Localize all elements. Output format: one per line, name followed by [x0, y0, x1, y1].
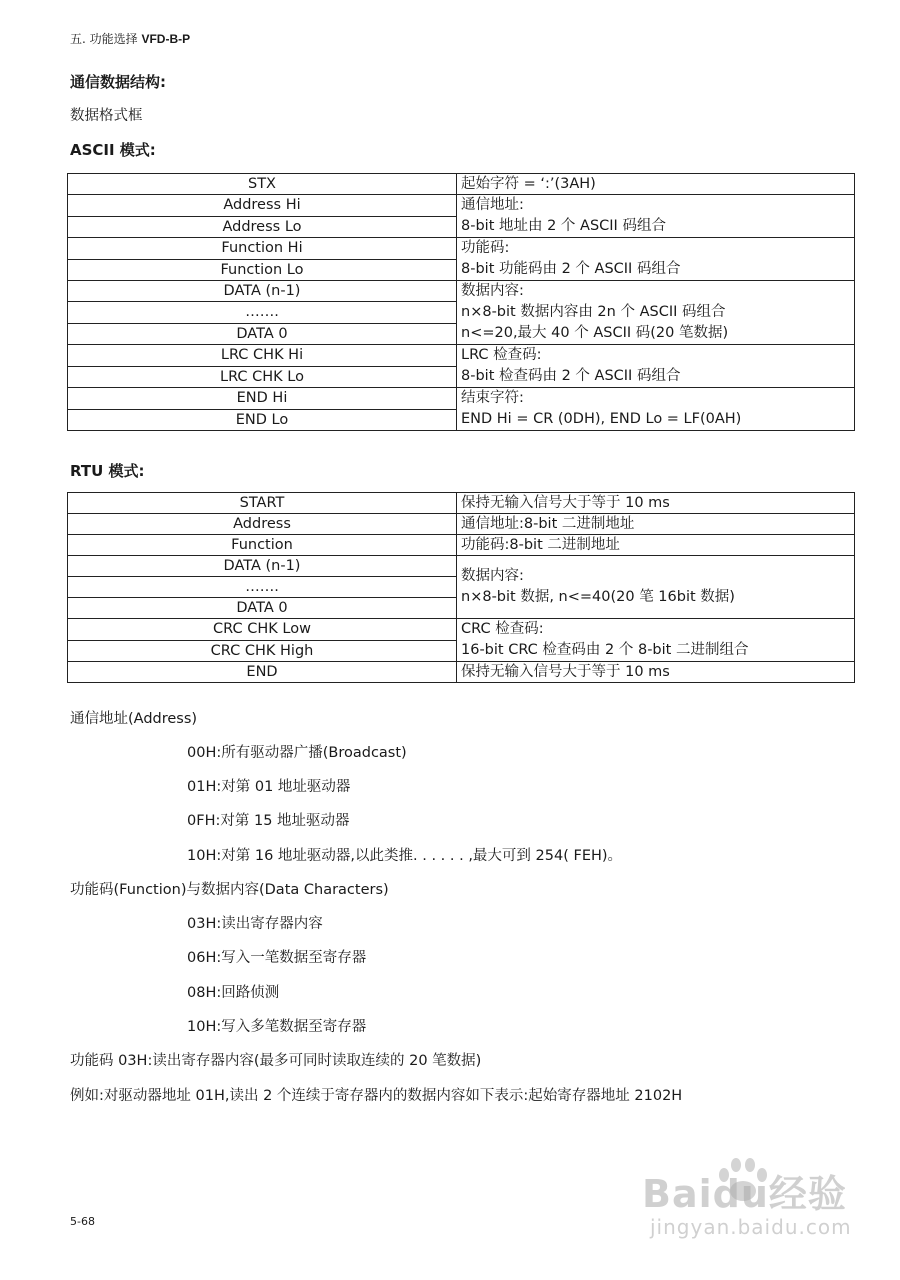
table-row	[68, 619, 855, 641]
rtu-frame-table	[67, 492, 855, 683]
table-cell: Address Hi	[68, 195, 457, 217]
table-cell: …….	[68, 302, 457, 323]
watermark-main: Baidu经验	[642, 1172, 847, 1216]
cell-line: 通信地址:	[461, 197, 524, 213]
baidu-watermark	[642, 1155, 852, 1255]
table-cell: CRC CHK Low	[68, 619, 457, 641]
header-section: 五. 功能选择	[70, 32, 142, 46]
cell-line: 功能码:	[461, 240, 510, 256]
cell-line: 16-bit CRC 检查码由 2 个 8-bit 二进制组合	[461, 642, 749, 658]
table-cell: LRC CHK Hi	[68, 345, 457, 367]
table-row	[68, 662, 855, 683]
function-item: 08H:回路侦测	[187, 985, 280, 1001]
table-cell	[457, 619, 855, 662]
table-row	[68, 388, 855, 410]
table-cell: END	[68, 662, 457, 683]
table-cell: 通信地址:8-bit 二进制地址	[457, 514, 855, 535]
table-cell: START	[68, 493, 457, 514]
table-cell: END Hi	[68, 388, 457, 410]
ascii-mode-label: ASCII 模式:	[70, 141, 156, 159]
function-item: 03H:读出寄存器内容	[187, 916, 323, 932]
table-row	[68, 174, 855, 195]
table-cell: Function Hi	[68, 238, 457, 260]
address-item: 10H:对第 16 地址驱动器,以此类推. . . . . . ,最大可到 254( FEH)。	[187, 848, 623, 864]
table-cell: CRC CHK High	[68, 640, 457, 662]
cell-line: 结束字符:	[461, 390, 524, 406]
table-cell: Address	[68, 514, 457, 535]
rtu-mode-label: RTU 模式:	[70, 462, 145, 480]
table-row	[68, 281, 855, 302]
function-item: 06H:写入一笔数据至寄存器	[187, 950, 367, 966]
table-row	[68, 195, 855, 217]
table-cell: Address Lo	[68, 216, 457, 238]
table-cell: DATA 0	[68, 598, 457, 619]
header-model: VFD-B-P	[141, 32, 191, 46]
cell-line: n<=20,最大 40 个 ASCII 码(20 笔数据)	[461, 325, 729, 341]
cell-line: CRC 检查码:	[461, 621, 544, 637]
cell-line: 数据内容:	[461, 283, 524, 299]
address-title: 通信地址(Address)	[70, 711, 198, 727]
function-title: 功能码(Function)与数据内容(Data Characters)	[70, 882, 389, 898]
section-subtitle: 数据格式框	[70, 108, 143, 124]
address-item: 00H:所有驱动器广播(Broadcast)	[187, 745, 407, 761]
function-03h-paragraph: 功能码 03H:读出寄存器内容(最多可同时读取连续的 20 笔数据)	[70, 1053, 482, 1069]
table-cell	[457, 556, 855, 619]
table-cell: Function	[68, 535, 457, 556]
cell-line: END Hi = CR (0DH), END Lo = LF(0AH)	[461, 411, 742, 427]
section-title: 通信数据结构:	[70, 73, 166, 91]
table-row	[68, 535, 855, 556]
cell-line: LRC 检查码:	[461, 347, 542, 363]
table-cell: DATA (n-1)	[68, 281, 457, 302]
example-paragraph: 例如:对驱动器地址 01H,读出 2 个连续于寄存器内的数据内容如下表示:起始寄存器地址 2102H	[70, 1088, 683, 1104]
table-cell: DATA (n-1)	[68, 556, 457, 577]
function-item: 10H:写入多笔数据至寄存器	[187, 1019, 367, 1035]
table-cell	[457, 281, 855, 345]
table-cell: …….	[68, 577, 457, 598]
cell-line: 8-bit 功能码由 2 个 ASCII 码组合	[461, 261, 681, 277]
table-cell: LRC CHK Lo	[68, 366, 457, 388]
cell-line: 8-bit 地址由 2 个 ASCII 码组合	[461, 218, 666, 234]
cell-line: 数据内容:	[461, 568, 524, 584]
table-cell: END Lo	[68, 409, 457, 431]
table-cell: 起始字符 = ‘:’(3AH)	[457, 174, 855, 195]
table-cell: DATA 0	[68, 323, 457, 344]
table-cell: 功能码:8-bit 二进制地址	[457, 535, 855, 556]
address-item: 0FH:对第 15 地址驱动器	[187, 813, 350, 829]
table-cell	[457, 345, 855, 388]
cell-line: 8-bit 检查码由 2 个 ASCII 码组合	[461, 368, 681, 384]
watermark-sub: jingyan.baidu.com	[650, 1215, 852, 1239]
cell-line: n×8-bit 数据内容由 2n 个 ASCII 码组合	[461, 304, 726, 320]
page-number: 5-68	[70, 1215, 95, 1228]
table-cell: Function Lo	[68, 259, 457, 281]
table-row	[68, 493, 855, 514]
cell-line: n×8-bit 数据, n<=40(20 笔 16bit 数据)	[461, 589, 735, 605]
table-cell	[457, 195, 855, 238]
address-item: 01H:对第 01 地址驱动器	[187, 779, 351, 795]
table-cell: STX	[68, 174, 457, 195]
table-row	[68, 238, 855, 260]
table-cell	[457, 238, 855, 281]
table-cell	[457, 388, 855, 431]
table-row	[68, 514, 855, 535]
table-cell: 保持无输入信号大于等于 10 ms	[457, 493, 855, 514]
table-row	[68, 345, 855, 367]
table-row	[68, 556, 855, 577]
ascii-frame-table	[67, 173, 855, 431]
table-cell: 保持无输入信号大于等于 10 ms	[457, 662, 855, 683]
page-header	[70, 31, 190, 47]
